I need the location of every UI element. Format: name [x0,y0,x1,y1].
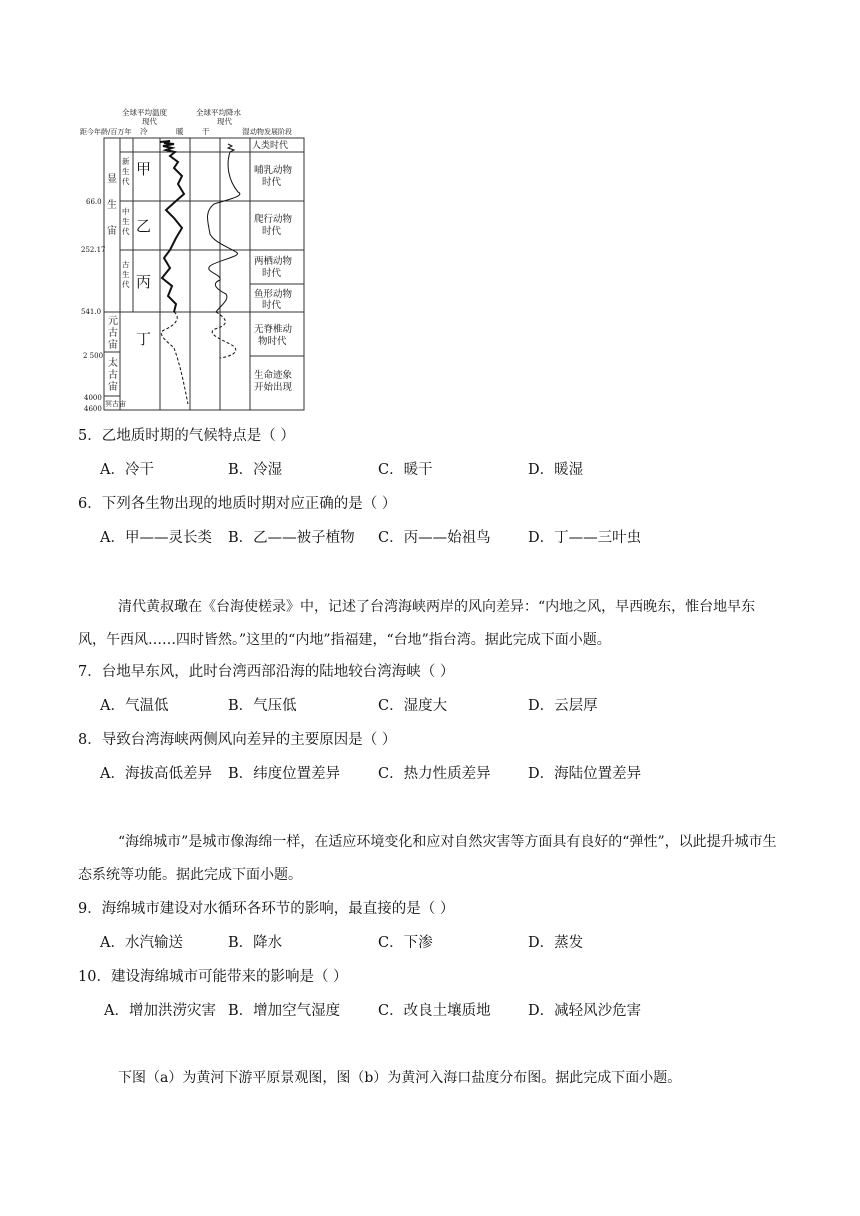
col-dry: 干 [202,127,210,136]
age-66: 66.0 [86,198,102,206]
q5-option-b[interactable]: B．冷湿 [228,462,283,478]
stage-amphibian-2: 时代 [262,268,282,279]
eon-archean-1: 太 [108,358,118,369]
eon-phanerozoic-2: 生 [107,200,117,211]
age-4600: 4600 [84,405,102,413]
era-cenozoic-2: 生 [122,167,130,176]
temperature-curve-solid [160,141,184,312]
eon-archean-2: 古 [108,370,118,381]
q8-option-b[interactable]: B．纬度位置差异 [228,766,341,782]
header-precip-line1: 全球平均降水 [196,108,241,117]
q6-option-a[interactable]: A．甲——灵长类 [100,530,212,546]
q6-option-b[interactable]: B．乙——被子植物 [228,530,355,546]
temperature-curve-dashed [161,312,188,404]
stage-life-2: 开始出现 [254,382,293,393]
label-bing: 丙 [136,273,152,291]
era-paleozoic-2: 生 [122,270,130,279]
age-541: 541.0 [81,308,102,316]
era-mesozoic-2: 生 [122,217,130,226]
passage-sponge-city-text: “海绵城市”是城市像海绵一样，在适应环境变化和应对自然灾害等方面具有良好的“弹性”，以此提升城市生态系统等功能。据此完成下面小题。 [78,834,777,883]
q5-option-d[interactable]: D．暖湿 [528,462,584,478]
label-ding: 丁 [136,330,152,348]
stage-reptile-2: 时代 [262,226,282,237]
era-cenozoic-3: 代 [122,177,130,186]
q8-option-a[interactable]: A．海拔高低差异 [100,766,212,782]
eon-archean-3: 宙 [108,382,118,393]
q7-option-b[interactable]: B．气压低 [228,698,297,714]
q9-option-a[interactable]: A．水汽输送 [100,935,183,951]
passage-yellow-river [78,1062,783,1095]
stage-mammal-2: 时代 [262,177,282,188]
eon-proterozoic-1: 元 [108,316,118,327]
precip-curve-dashed [212,312,236,358]
stage-fish-2: 时代 [262,300,282,311]
q7-stem: 7．台地早东风，此时台湾西部沿海的陆地较台湾海峡（ ） [78,664,455,680]
q7-option-c[interactable]: C．湿度大 [378,698,448,714]
header-temp-line1: 全球平均温度 [122,108,167,117]
stage-invertebrate-1: 无脊椎动 [254,324,293,335]
geologic-time-figure [78,104,293,414]
stage-reptile-1: 爬行动物 [254,214,293,225]
q9-stem: 9．海绵城市建设对水循环各环节的影响，最直接的是（ ） [78,901,455,917]
q10-option-d[interactable]: D．减轻风沙危害 [528,1003,642,1019]
q6-option-d[interactable]: D．丁——三叶虫 [528,530,642,546]
q9-option-b[interactable]: B．降水 [228,935,283,951]
era-mesozoic-1: 中 [122,207,130,216]
q8-stem: 8．导致台湾海峡两侧风向差异的主要原因是（ ） [78,732,397,748]
age-252: 252.17 [81,246,106,254]
q5-stem: 5．乙地质时期的气候特点是（ ） [78,428,295,444]
label-jia: 甲 [136,160,152,178]
eon-proterozoic-3: 宙 [108,340,118,351]
stage-invertebrate-2: 物时代 [258,336,287,347]
col-animal: 动物发展阶段 [250,128,292,136]
stage-life-1: 生命迹象 [254,370,293,381]
passage-taiwan-text: 清代黄叔璥在《台海使槎录》中，记述了台湾海峡两岸的风向差异：“内地之风，早西晚东，惟台地早东风，午西风……四时皆然。”这里的“内地”指福建，“台地”指台湾。据此完成下面小题。 [78,599,756,648]
age-4000: 4000 [84,394,102,402]
stage-human: 人类时代 [252,141,289,151]
q6-stem: 6．下列各生物出现的地质时期对应正确的是（ ） [78,496,397,512]
stage-amphibian-1: 两栖动物 [254,256,293,267]
era-cenozoic-1: 新 [122,157,130,166]
q8-option-d[interactable]: D．海陆位置差异 [528,766,642,782]
header-temp-line2: 现代 [142,117,157,126]
col-age: 距今年龄/百万年 [80,128,132,136]
eon-phanerozoic-3: 宙 [107,226,117,237]
precip-curve-solid [208,144,240,312]
q5-option-c[interactable]: C．暖干 [378,462,433,478]
eon-phanerozoic-1: 显 [107,174,117,185]
col-warm: 暖 [176,127,184,136]
q5-option-a[interactable]: A．冷干 [100,462,154,478]
era-mesozoic-3: 代 [122,227,130,236]
q10-stem: 10．建设海绵城市可能带来的影响是（ ） [78,969,348,985]
era-paleozoic-1: 古 [122,260,130,269]
col-wet: 湿 [242,127,250,136]
header-precip-line2: 现代 [217,117,232,126]
passage-sponge-city [78,826,783,892]
stage-mammal-1: 哺乳动物 [254,165,293,176]
q9-option-c[interactable]: C．下渗 [378,935,433,951]
stage-fish-1: 鱼形动物 [254,289,293,300]
passage-yellow-river-text: 下图（a）为黄河下游平原景观图，图（b）为黄河入海口盐度分布图。据此完成下面小题。 [118,1070,682,1086]
q10-option-a[interactable]: A．增加洪涝灾害 [104,1003,216,1019]
q10-option-c[interactable]: C．改良土壤质地 [378,1003,491,1019]
label-yi: 乙 [136,217,152,235]
q10-option-b[interactable]: B．增加空气湿度 [228,1003,341,1019]
col-cold: 冷 [140,127,148,136]
eon-hadean: 冥古宙 [105,400,126,408]
q7-option-a[interactable]: A．气温低 [100,698,169,714]
q7-option-d[interactable]: D．云层厚 [528,698,598,714]
eon-proterozoic-2: 古 [108,328,118,339]
age-2500: 2 500 [83,352,104,360]
era-paleozoic-3: 代 [122,280,130,289]
q8-option-c[interactable]: C．热力性质差异 [378,766,491,782]
q6-option-c[interactable]: C．丙——始祖鸟 [378,530,491,546]
passage-taiwan [78,591,783,657]
q9-option-d[interactable]: D．蒸发 [528,935,584,951]
